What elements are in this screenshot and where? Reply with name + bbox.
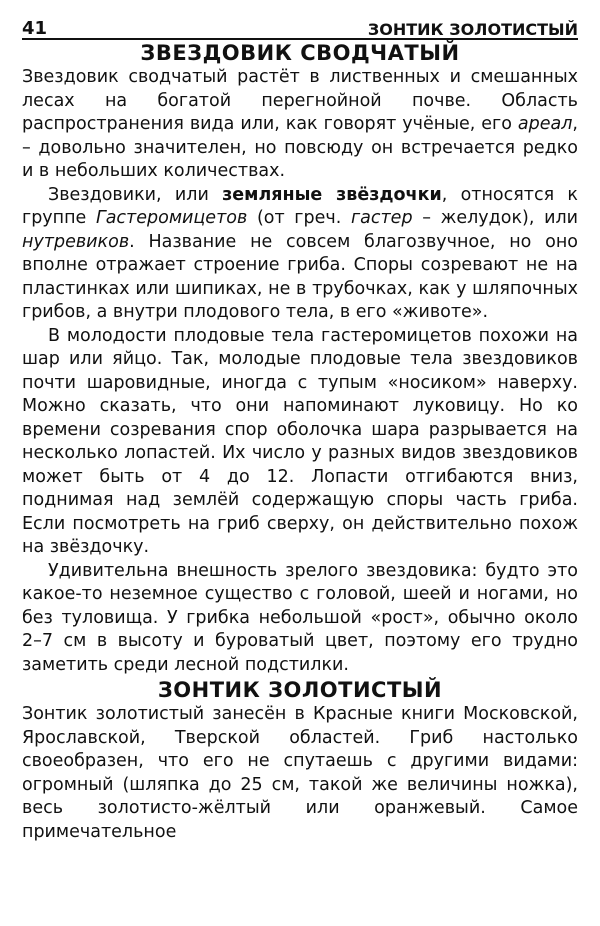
running-title: ЗОНТИК ЗОЛОТИСТЫЙ [367,20,578,39]
term-zemlyanye-zvezdochki: земляные звёздочки [222,184,442,205]
paragraph-3: В молодости плодовые тела гастеромицетов похожи на шар или яйцо. Так, молодые плодовые тела звездовиков почти шаровидные, иногда с тупым «носиком» наверху. Можно сказать, что они напоминают луковицу. Но ко времени созревания спор оболочка шара разрывается на несколько лопастей. Их число у разных видов звездовиков может быть от 4 до 12. Лопасти отгибаются вниз, поднимая над землёй содержащую споры часть гриба. Если посмотреть на гриб сверху, он действительно похож на звёздочку. [22,325,578,557]
paragraph-1: Звездовик сводчатый растёт в лиственных и смешанных лесах на богатой перегнойной почве. Область распространения вида или, как говорят учёные, его ареал, – довольно значителен, но повсюду он встречается редко и в небольших количествах. [22,67,578,181]
page-number: 41 [22,18,48,39]
paragraph-2: Звездовики, или земляные звёздочки, относятся к группе Гастеромицетов (от греч. гастер – желудок), или нутревиков. Название не совсем благозвучное, но оно вполне отражает строение гриба. Споры созревают не на пластинках или шипиках, не в трубочках, как у шляпочных грибов, а внутри плодового тела, в его «животе». [22,184,578,322]
paragraph-5: Зонтик золотистый занесён в Красные книги Московской, Ярославской, Тверской областей. Гриб настолько своеобразен, что его не спутаешь с другими видами: огромный (шляпка до 25 см, такой же величины ножка), весь золотисто-жёлтый или оранжевый. Самое примечательное [22,704,578,842]
section-title-zontik: ЗОНТИК ЗОЛОТИСТЫЙ [157,678,443,702]
term-gaster: гастер [350,208,413,228]
term-areal: ареал [517,114,573,134]
term-gasteromycetes: Гастеромицетов [95,208,248,228]
running-header [22,0,578,40]
paragraph-4: Удивительна внешность зрелого звездовика: будто это какое-то неземное существо с головой, шеей и ногами, но без туловища. У грибка небольшой «рост», обычно около 2–7 см в высоту и буроватый цвет, поэтому его трудно заметить среди лесной подстилки. [22,560,578,675]
term-nutrevik: нутревиков [22,231,130,252]
section-title-zvezdovik: ЗВЕЗДОВИК СВОДЧАТЫЙ [140,41,460,65]
book-page [22,0,578,844]
